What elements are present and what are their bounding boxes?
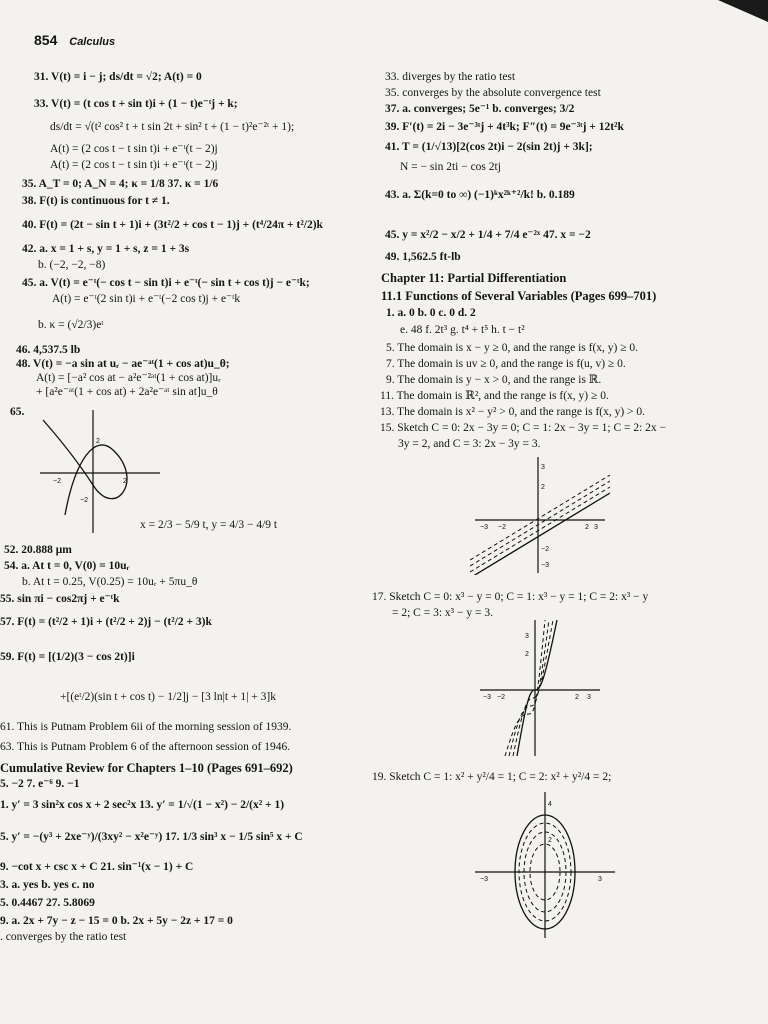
page-corner-shadow <box>718 0 768 22</box>
answer-r33: 33. diverges by the ratio test <box>385 71 516 83</box>
review-heading: Cumulative Review for Chapters 1–10 (Pages 691–692) <box>0 761 293 775</box>
answer-r39: 39. F′(t) = 2i − 3e⁻³ᵗj + 4t³k; F″(t) = 9e⁻³ᵗj + 12t²k <box>385 121 624 133</box>
answer-40: 40. F(t) = (2t − sin t + 1)i + (3t²/2 + cos t − 1)j + (t⁴/24π + t²/2)k <box>22 219 323 231</box>
tick-x-pos: 2 <box>123 478 127 485</box>
tick-x-neg: −2 <box>53 478 61 485</box>
graph-15 <box>470 455 610 575</box>
chapter-answer-5: 5. The domain is x − y ≥ 0, and the range is f(x, y) ≥ 0. <box>386 342 639 354</box>
answer-35-37: 35. A_T = 0; A_N = 4; κ = 1/8 37. κ = 1/6 <box>22 178 219 190</box>
answer-31: 31. V(t) = i − j; ds/dt = √2; A(t) = 0 <box>34 71 202 83</box>
chapter-answer-17: 17. Sketch C = 0: x³ − y = 0; C = 1: x³ − y = 1; C = 2: x³ − y <box>372 591 649 603</box>
chapter-heading: Chapter 11: Partial Differentiation <box>381 271 567 285</box>
svg-text:−2: −2 <box>498 524 506 531</box>
svg-text:2: 2 <box>575 694 579 701</box>
review-line-1: 5. −2 7. e⁻⁶ 9. −1 <box>0 778 80 790</box>
answer-45a: 45. a. V(t) = e⁻ᵗ(− cos t − sin t)i + e⁻ᵗ(− sin t + cos t)j − e⁻ᵗk; <box>22 277 310 289</box>
answer-48-a2: + [a²e⁻ᵃᵗ(1 + cos at) + 2a²e⁻ᵃᵗ sin at]u_θ <box>36 386 218 398</box>
chapter-answer-13: 13. The domain is x² − y² > 0, and the range is f(x, y) > 0. <box>380 406 646 418</box>
answer-55: 55. sin πi − cos2πj + e⁻ᵗk <box>0 593 120 605</box>
review-line-2: 1. y′ = 3 sin²x cos x + 2 sec²x 13. y′ = 1/√(1 − x²) − 2/(x² + 1) <box>0 799 285 811</box>
svg-text:−3: −3 <box>480 876 488 883</box>
review-line-4: 9. −cot x + csc x + C 21. sin⁻¹(x − 1) + C <box>0 861 194 873</box>
page-number: 854 <box>34 32 58 48</box>
answer-52: 52. 20.888 μm <box>4 544 72 556</box>
answer-r37: 37. a. converges; 5e⁻¹ b. converges; 3/2 <box>385 103 575 115</box>
svg-text:−3: −3 <box>541 562 549 569</box>
graph-19 <box>470 790 620 940</box>
level-line-c2 <box>470 487 610 572</box>
svg-text:3: 3 <box>525 633 529 640</box>
tick-y-pos: 2 <box>96 438 100 445</box>
answer-r45: 45. y = x²/2 − x/2 + 1/4 + 7/4 e⁻²ˣ 47. x = −2 <box>385 229 591 241</box>
review-line-3: 5. y′ = −(y³ + 2xe⁻ʸ)/(3xy² − x²e⁻ʸ) 17. 1/3 sin³ x − 1/5 sin⁵ x + C <box>0 831 303 843</box>
level-line-c1 <box>470 481 610 566</box>
answer-45b: b. κ = (√2/3)eᵗ <box>38 319 104 331</box>
page-header <box>34 32 115 48</box>
tick-y-neg: −2 <box>80 497 88 504</box>
answer-33: 33. V(t) = (t cos t + sin t)i + (1 − t)e⁻ᵗj + k; <box>34 98 238 110</box>
answer-r35: 35. converges by the absolute convergence test <box>385 87 601 99</box>
graph-65 <box>35 405 165 535</box>
svg-text:2: 2 <box>548 837 552 844</box>
review-line-8: . converges by the ratio test <box>0 931 127 943</box>
svg-text:2: 2 <box>541 484 545 491</box>
svg-text:3: 3 <box>598 876 602 883</box>
answer-61: 61. This is Putnam Problem 6ii of the morning session of 1939. <box>0 721 292 733</box>
svg-text:−3: −3 <box>480 524 488 531</box>
review-line-7: 9. a. 2x + 7y − z − 15 = 0 b. 2x + 5y − 2z + 17 = 0 <box>0 915 233 927</box>
svg-text:3: 3 <box>594 524 598 531</box>
chapter-answer-1: 1. a. 0 b. 0 c. 0 d. 2 <box>386 307 476 319</box>
chapter-answer-1b: e. 48 f. 2t³ g. t⁴ + t⁵ h. t − t² <box>400 324 525 336</box>
svg-text:2: 2 <box>585 524 589 531</box>
chapter-answer-11: 11. The domain is ℝ², and the range is f(x, y) ≥ 0. <box>380 390 609 402</box>
answer-57: 57. F(t) = (t²/2 + 1)i + (t²/2 + 2)j − (t²/2 + 3)k <box>0 616 212 628</box>
svg-text:−2: −2 <box>541 546 549 553</box>
answer-54a: 54. a. At t = 0, V(0) = 10uᵣ <box>4 560 130 572</box>
review-line-5: 3. a. yes b. yes c. no <box>0 879 95 891</box>
answer-r41-n: N = − sin 2ti − cos 2tj <box>400 161 501 173</box>
graph-65-label: 65. <box>10 406 25 418</box>
answer-48-a: A(t) = [−a² cos at − a²e⁻²ᵃᵗ(1 + cos at)]uᵣ <box>36 372 221 384</box>
svg-text:2: 2 <box>525 651 529 658</box>
answer-r41: 41. T = (1/√13)[2(cos 2t)i − 2(sin 2t)j + 3k]; <box>385 141 593 153</box>
chapter-answer-15: 15. Sketch C = 0: 2x − 3y = 0; C = 1: 2x − 3y = 1; C = 2: 2x − <box>380 422 667 434</box>
answer-r43: 43. a. Σ(k=0 to ∞) (−1)ᵏx²ᵏ⁺²/k! b. 0.189 <box>385 189 575 201</box>
level-line-c0 <box>470 475 610 560</box>
answer-r49: 49. 1,562.5 ft-lb <box>385 251 461 263</box>
svg-text:3: 3 <box>541 464 545 471</box>
svg-text:−3: −3 <box>483 694 491 701</box>
answer-42a: 42. a. x = 1 + s, y = 1 + s, z = 1 + 3s <box>22 243 190 255</box>
review-line-6: 5. 0.4467 27. 5.8069 <box>0 897 95 909</box>
answer-42b: b. (−2, −2, −8) <box>38 259 106 271</box>
answer-38: 38. F(t) is continuous for t ≠ 1. <box>22 195 170 207</box>
answer-59-cont: +[(eᵗ/2)(sin t + cos t) − 1/2]j − [3 ln|t + 1| + 3]k <box>60 691 276 703</box>
cubic-c0 <box>517 620 557 756</box>
graph-17 <box>475 618 605 758</box>
chapter-answer-15b: 3y = 2, and C = 3: 2x − 3y = 3. <box>398 438 541 450</box>
answer-59: 59. F(t) = [(1/2)(3 − cos 2t)]i <box>0 651 135 663</box>
svg-text:3: 3 <box>587 694 591 701</box>
answer-33-a2: A(t) = (2 cos t − t sin t)i + e⁻ᵗ(t − 2)j <box>50 159 218 171</box>
answer-33-ds: ds/dt = √(t² cos² t + t sin 2t + sin² t + (1 − t)²e⁻²ᵗ + 1); <box>50 121 295 133</box>
chapter-answer-7: 7. The domain is uv ≥ 0, and the range is f(u, v) ≥ 0. <box>386 358 626 370</box>
graph-65-caption: x = 2/3 − 5/9 t, y = 4/3 − 4/9 t <box>140 519 278 531</box>
answer-45a-acc: A(t) = e⁻ᵗ(2 sin t)i + e⁻ᵗ(−2 cos t)j + e⁻ᵗk <box>52 293 241 305</box>
book-title: Calculus <box>69 36 116 48</box>
chapter-answer-9: 9. The domain is y − x > 0, and the range is ℝ. <box>386 374 602 386</box>
svg-text:4: 4 <box>548 801 552 808</box>
answer-33-a: A(t) = (2 cos t − t sin t)i + e⁻ᵗ(t − 2)j <box>50 143 218 155</box>
answer-54b: b. At t = 0.25, V(0.25) = 10uᵣ + 5πu_θ <box>22 576 198 588</box>
chapter-answer-17b: = 2; C = 3: x³ − y = 3. <box>392 607 493 619</box>
answer-46: 46. 4,537.5 lb <box>16 344 81 356</box>
answer-63: 63. This is Putnam Problem 6 of the afternoon session of 1946. <box>0 741 291 753</box>
section-heading: 11.1 Functions of Several Variables (Pages 699–701) <box>381 289 657 303</box>
svg-text:−2: −2 <box>497 694 505 701</box>
level-line-c3 <box>470 493 610 575</box>
answer-48: 48. V(t) = −a sin at uᵣ − ae⁻ᵃᵗ(1 + cos at)u_θ; <box>16 358 230 370</box>
cubic-c1 <box>513 620 553 756</box>
chapter-answer-19: 19. Sketch C = 1: x² + y²/4 = 1; C = 2: x² + y²/4 = 2; <box>372 771 612 783</box>
